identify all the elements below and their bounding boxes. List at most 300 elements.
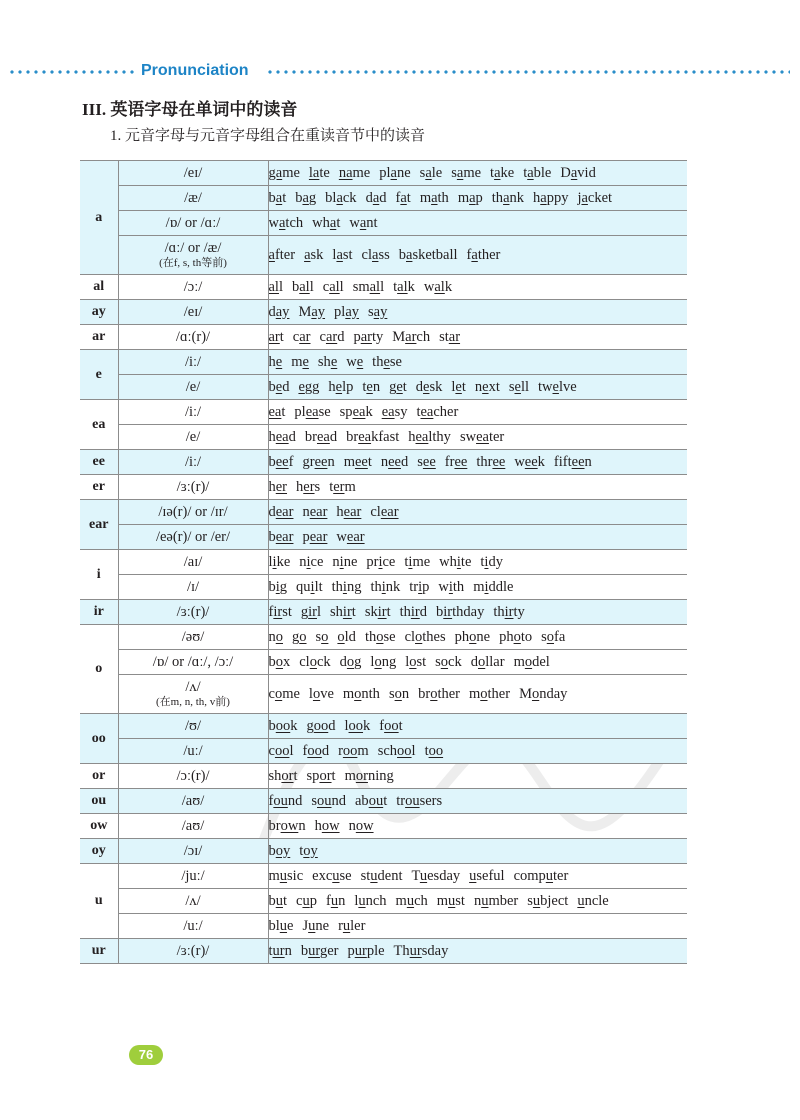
example-words-cell	[268, 939, 687, 964]
example-words-cell	[268, 814, 687, 839]
example-word: student	[360, 867, 403, 884]
example-word: third	[399, 603, 427, 620]
letter-cell: oo	[80, 714, 118, 764]
example-word: so	[315, 628, 329, 645]
example-words-cell	[268, 475, 687, 500]
example-word: come	[268, 685, 300, 702]
example-word: sell	[508, 378, 529, 395]
table-row	[80, 739, 687, 764]
example-word: want	[349, 214, 378, 231]
example-word: price	[366, 553, 396, 570]
phonetic-symbol: /aɪ/	[183, 553, 203, 570]
example-word: trousers	[396, 792, 443, 809]
letter-cell: i	[80, 550, 118, 600]
phonetic-cell	[118, 325, 268, 350]
phonetic-symbol: /ɔː(r)/	[176, 767, 210, 784]
table-row	[80, 186, 687, 211]
example-word: help	[328, 378, 354, 395]
letter-cell: o	[80, 625, 118, 714]
phonetic-cell	[118, 400, 268, 425]
letter-cell: or	[80, 764, 118, 789]
example-word: thirty	[493, 603, 525, 620]
example-words-cell	[268, 575, 687, 600]
example-word: ball	[292, 278, 314, 295]
phonetic-cell	[118, 789, 268, 814]
table-row	[80, 500, 687, 525]
example-word: dollar	[470, 653, 505, 670]
phonetic-cell	[118, 450, 268, 475]
example-words-cell	[268, 550, 687, 575]
letter-cell: ee	[80, 450, 118, 475]
phonetic-cell	[118, 211, 268, 236]
letter-cell: ir	[80, 600, 118, 625]
example-words-cell	[268, 714, 687, 739]
example-word: she	[317, 353, 338, 370]
example-word: party	[353, 328, 384, 345]
example-word: hear	[336, 503, 362, 520]
table-row	[80, 625, 687, 650]
phonetic-cell	[118, 186, 268, 211]
phonetic-symbol: /e/	[185, 378, 201, 395]
example-word: son	[388, 685, 410, 702]
phonetic-cell	[118, 161, 268, 186]
phonetic-cell	[118, 714, 268, 739]
example-word: map	[457, 189, 483, 206]
example-word: food	[302, 742, 330, 759]
phonetic-cell	[118, 300, 268, 325]
phonetic-cell	[118, 236, 268, 275]
example-word: dad	[365, 189, 387, 206]
header-dots-left	[8, 70, 136, 74]
phonetic-symbol: /eə(r)/ or /er/	[155, 528, 231, 545]
table-row	[80, 375, 687, 400]
example-word: next	[474, 378, 500, 395]
example-word: term	[329, 478, 356, 495]
example-word: toy	[299, 842, 318, 859]
example-words-cell	[268, 300, 687, 325]
example-word: must	[436, 892, 465, 909]
example-word: father	[466, 246, 501, 263]
table-row	[80, 300, 687, 325]
example-word: desk	[415, 378, 443, 395]
example-word: those	[364, 628, 396, 645]
table-row	[80, 650, 687, 675]
example-word: uncle	[577, 892, 609, 909]
table-row	[80, 161, 687, 186]
table-row	[80, 575, 687, 600]
example-word: sock	[435, 653, 462, 670]
example-word: class	[361, 246, 390, 263]
example-word: phone	[454, 628, 491, 645]
example-word: sofa	[541, 628, 566, 645]
table-row	[80, 525, 687, 550]
example-word: long	[370, 653, 397, 670]
example-words-cell	[268, 864, 687, 889]
table-row	[80, 550, 687, 575]
table-row	[80, 675, 687, 714]
example-word: week	[514, 453, 545, 470]
example-word: thing	[331, 578, 362, 595]
example-words-cell	[268, 350, 687, 375]
example-word: please	[294, 403, 331, 420]
phonetic-symbol: /uː/	[183, 742, 203, 759]
example-word: math	[419, 189, 449, 206]
example-word: we	[346, 353, 364, 370]
letter-cell: ow	[80, 814, 118, 839]
example-word: ask	[304, 246, 324, 263]
phonetic-note: (在m, n, th, v前)	[156, 696, 230, 708]
phonetic-cell	[118, 550, 268, 575]
example-word: photo	[499, 628, 533, 645]
example-word: room	[338, 742, 369, 759]
example-word: table	[523, 164, 552, 181]
example-word: see	[417, 453, 436, 470]
example-word: think	[370, 578, 401, 595]
table-row	[80, 450, 687, 475]
example-word: music	[268, 867, 304, 884]
phonetic-symbol: /eɪ/	[183, 303, 203, 320]
example-word: last	[332, 246, 353, 263]
example-word: take	[490, 164, 515, 181]
table-row	[80, 400, 687, 425]
phonetic-symbol: /ʌ/	[185, 679, 201, 695]
example-word: lost	[405, 653, 427, 670]
example-word: brother	[418, 685, 460, 702]
example-word: trip	[409, 578, 430, 595]
example-word: go	[292, 628, 307, 645]
example-words-cell	[268, 889, 687, 914]
example-words-cell	[268, 675, 687, 714]
phonetic-cell	[118, 675, 268, 714]
example-word: he	[268, 353, 283, 370]
example-word: head	[268, 428, 296, 445]
example-word: bread	[304, 428, 338, 445]
example-word: hers	[296, 478, 321, 495]
example-word: Tuesday	[411, 867, 461, 884]
table-row	[80, 350, 687, 375]
example-word: day	[268, 303, 290, 320]
example-word: black	[325, 189, 357, 206]
example-word: sound	[311, 792, 346, 809]
table-row	[80, 425, 687, 450]
letter-cell: a	[80, 161, 118, 275]
example-word: model	[513, 653, 550, 670]
example-word: but	[268, 892, 288, 909]
table-row	[80, 211, 687, 236]
table-row	[80, 814, 687, 839]
phonetic-symbol: /iː/	[184, 453, 202, 470]
example-word: brown	[268, 817, 306, 834]
example-word: sweater	[459, 428, 505, 445]
example-word: book	[268, 717, 298, 734]
example-word: boy	[268, 842, 291, 859]
phonics-table	[80, 160, 687, 964]
example-word: Monday	[519, 685, 568, 702]
phonetic-cell	[118, 500, 268, 525]
example-word: healthy	[408, 428, 451, 445]
example-word: plane	[379, 164, 411, 181]
phonetic-symbol: /ɜː(r)/	[176, 942, 210, 959]
example-word: three	[476, 453, 506, 470]
example-word: cool	[268, 742, 294, 759]
letter-cell: ar	[80, 325, 118, 350]
example-word: egg	[298, 378, 320, 395]
example-word: about	[355, 792, 388, 809]
example-word: how	[314, 817, 340, 834]
page-header	[0, 62, 800, 82]
example-word: nice	[299, 553, 324, 570]
table-row	[80, 325, 687, 350]
table-row	[80, 839, 687, 864]
example-word: need	[380, 453, 409, 470]
example-word: clothes	[404, 628, 446, 645]
letter-cell: er	[80, 475, 118, 500]
letter-cell: u	[80, 864, 118, 939]
example-word: game	[268, 164, 300, 181]
example-word: now	[348, 817, 374, 834]
example-words-cell	[268, 186, 687, 211]
phonetic-symbol: /ɑː/ or /æ/	[164, 240, 222, 256]
example-words-cell	[268, 600, 687, 625]
example-word: bat	[268, 189, 287, 206]
table-row	[80, 914, 687, 939]
example-word: let	[451, 378, 466, 395]
letter-cell: e	[80, 350, 118, 400]
example-words-cell	[268, 425, 687, 450]
example-word: happy	[533, 189, 569, 206]
phonetic-symbol: /iː/	[184, 353, 202, 370]
example-word: nine	[332, 553, 358, 570]
example-words-cell	[268, 789, 687, 814]
example-word: with	[438, 578, 465, 595]
example-word: cup	[296, 892, 317, 909]
example-word: ten	[362, 378, 381, 395]
example-word: clock	[299, 653, 331, 670]
example-word: love	[308, 685, 334, 702]
example-word: tidy	[480, 553, 503, 570]
phonetic-symbol: /ʌ/	[185, 892, 201, 909]
phonetic-symbol: /ɔɪ/	[183, 842, 203, 859]
example-words-cell	[268, 375, 687, 400]
letter-cell: al	[80, 275, 118, 300]
phonetic-symbol: /juː/	[181, 867, 205, 884]
example-word: get	[389, 378, 407, 395]
phonetic-symbol: /ɑː(r)/	[175, 328, 211, 345]
example-word: star	[439, 328, 461, 345]
example-word: useful	[469, 867, 505, 884]
example-word: breakfast	[346, 428, 400, 445]
phonetic-cell	[118, 839, 268, 864]
example-word: too	[424, 742, 444, 759]
example-word: no	[268, 628, 283, 645]
phonetic-symbol: /ɜː(r)/	[176, 478, 210, 495]
example-words-cell	[268, 650, 687, 675]
phonetic-cell	[118, 275, 268, 300]
phonetic-note: (在f, s, th等前)	[159, 257, 227, 269]
example-word: meet	[343, 453, 372, 470]
table-row	[80, 600, 687, 625]
example-word: name	[338, 164, 371, 181]
phonetic-cell	[118, 939, 268, 964]
example-word: bear	[268, 528, 294, 545]
example-word: short	[268, 767, 298, 784]
example-word: eat	[268, 403, 286, 420]
example-word: easy	[381, 403, 408, 420]
example-word: lunch	[354, 892, 387, 909]
example-word: say	[368, 303, 388, 320]
example-word: talk	[393, 278, 415, 295]
example-word: subject	[527, 892, 569, 909]
example-word: me	[291, 353, 309, 370]
letter-cell: ea	[80, 400, 118, 450]
example-word: excuse	[312, 867, 352, 884]
table-row	[80, 939, 687, 964]
table-row	[80, 889, 687, 914]
example-word: dear	[268, 503, 294, 520]
example-word: quilt	[296, 578, 323, 595]
example-word: call	[322, 278, 344, 295]
table-row	[80, 789, 687, 814]
example-word: blue	[268, 917, 294, 934]
phonetic-symbol: /ʊ/	[184, 717, 201, 734]
header-dots-right	[266, 70, 790, 74]
phonetic-cell	[118, 375, 268, 400]
example-words-cell	[268, 625, 687, 650]
example-word: shirt	[330, 603, 356, 620]
example-word: much	[395, 892, 428, 909]
example-word: foot	[379, 717, 403, 734]
example-word: these	[372, 353, 402, 370]
phonetic-symbol: /ɔː/	[183, 278, 203, 295]
example-word: mother	[468, 685, 511, 702]
example-word: play	[334, 303, 359, 320]
example-word: jacket	[577, 189, 613, 206]
example-word: watch	[268, 214, 304, 231]
example-words-cell	[268, 525, 687, 550]
phonetic-cell	[118, 575, 268, 600]
example-word: first	[268, 603, 292, 620]
example-word: wear	[336, 528, 365, 545]
example-word: computer	[513, 867, 569, 884]
example-word: purple	[347, 942, 385, 959]
phonetic-cell	[118, 475, 268, 500]
example-word: fat	[395, 189, 411, 206]
example-word: near	[302, 503, 328, 520]
phonetic-cell	[118, 889, 268, 914]
example-word: beef	[268, 453, 294, 470]
example-word: fun	[325, 892, 346, 909]
example-word: like	[268, 553, 291, 570]
phonetic-cell	[118, 625, 268, 650]
phonetic-cell	[118, 600, 268, 625]
subsection-title: 1. 元音字母与元音字母组合在重读音节中的读音	[110, 128, 426, 144]
example-word: June	[302, 917, 330, 934]
table-row	[80, 275, 687, 300]
example-words-cell	[268, 739, 687, 764]
example-word: clear	[370, 503, 399, 520]
phonetic-symbol: /əʊ/	[181, 628, 205, 645]
example-words-cell	[268, 275, 687, 300]
example-word: teacher	[416, 403, 459, 420]
example-word: bag	[295, 189, 317, 206]
example-word: morning	[344, 767, 394, 784]
example-word: found	[268, 792, 303, 809]
letter-cell: ur	[80, 939, 118, 964]
example-word: month	[342, 685, 380, 702]
example-word: free	[444, 453, 468, 470]
phonetic-cell	[118, 864, 268, 889]
phonetic-symbol: /ɪə(r)/ or /ɪr/	[158, 503, 228, 520]
example-words-cell	[268, 914, 687, 939]
example-word: time	[404, 553, 431, 570]
example-word: pear	[302, 528, 328, 545]
example-word: speak	[339, 403, 373, 420]
example-word: school	[377, 742, 416, 759]
phonetic-symbol: /ɒ/ or /ɑː/, /ɔː/	[152, 653, 234, 670]
example-word: white	[439, 553, 472, 570]
table-row	[80, 236, 687, 275]
example-word: big	[268, 578, 288, 595]
phonetic-symbol: /eɪ/	[183, 164, 203, 181]
example-word: all	[268, 278, 283, 295]
example-words-cell	[268, 400, 687, 425]
example-word: after	[268, 246, 296, 263]
example-words-cell	[268, 325, 687, 350]
phonetic-symbol: /ɒ/ or /ɑː/	[165, 214, 221, 231]
example-word: ruler	[338, 917, 366, 934]
phonetic-symbol: /ɪ/	[186, 578, 200, 595]
example-word: look	[344, 717, 371, 734]
header-title: Pronunciation	[141, 62, 249, 79]
example-words-cell	[268, 161, 687, 186]
page-number-badge: 76	[129, 1045, 163, 1065]
example-words-cell	[268, 764, 687, 789]
letter-cell: ou	[80, 789, 118, 814]
example-words-cell	[268, 450, 687, 475]
letter-cell: oy	[80, 839, 118, 864]
example-word: her	[268, 478, 288, 495]
table-row	[80, 864, 687, 889]
example-words-cell	[268, 211, 687, 236]
example-word: late	[308, 164, 330, 181]
table-row	[80, 764, 687, 789]
example-word: birthday	[436, 603, 485, 620]
example-words-cell	[268, 236, 687, 275]
example-word: David	[560, 164, 596, 181]
example-words-cell	[268, 500, 687, 525]
example-word: burger	[300, 942, 339, 959]
example-word: bed	[268, 378, 290, 395]
example-word: green	[302, 453, 335, 470]
phonetic-cell	[118, 525, 268, 550]
example-word: card	[319, 328, 345, 345]
example-words-cell	[268, 839, 687, 864]
example-word: twelve	[538, 378, 577, 395]
example-word: good	[306, 717, 336, 734]
phonetic-symbol: /e/	[185, 428, 201, 445]
example-word: basketball	[398, 246, 458, 263]
example-word: car	[292, 328, 311, 345]
example-word: turn	[268, 942, 292, 959]
example-word: sport	[306, 767, 336, 784]
phonetic-symbol: /uː/	[183, 917, 203, 934]
example-word: art	[268, 328, 284, 345]
example-word: walk	[423, 278, 453, 295]
example-word: old	[337, 628, 356, 645]
table-row	[80, 714, 687, 739]
example-word: same	[451, 164, 482, 181]
section-title: III. 英语字母在单词中的读音	[82, 100, 298, 119]
